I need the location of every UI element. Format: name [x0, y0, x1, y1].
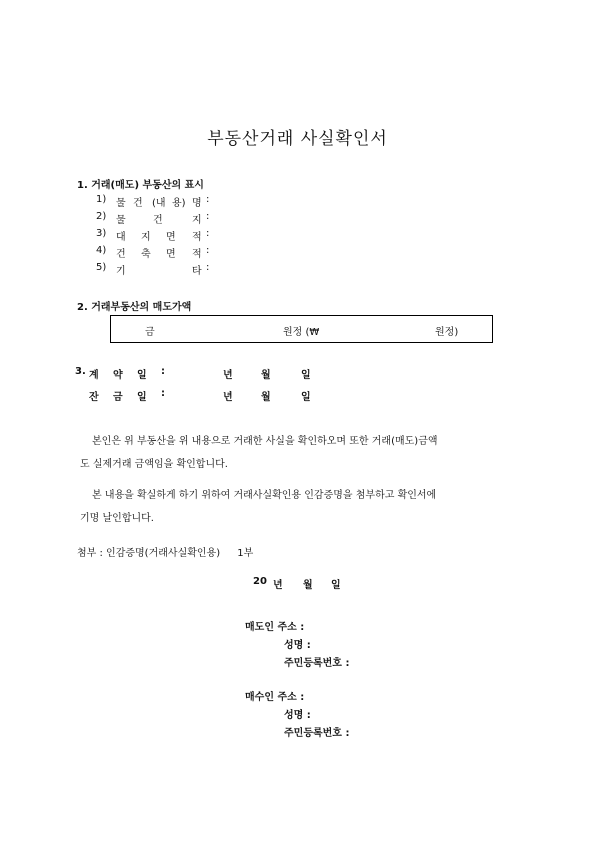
won-label: 원정 (₩	[283, 327, 320, 338]
balance-date-row: 잔 금 일 : 년 월 일	[89, 388, 311, 403]
buyer-name-label: 성명 :	[284, 710, 311, 721]
document-title: 부동산거래 사실확인서	[207, 129, 388, 149]
section1-heading: 1. 거래(매도) 부동산의 표시	[77, 180, 204, 191]
amount-label: 금	[145, 327, 155, 338]
seller-name-label: 성명 :	[284, 640, 311, 651]
confirmation-paragraph-2: 본 내용을 확실하게 하기 위하여 거래사실확인용 인감증명을 첨부하고 확인서에 기명 날인합니다.	[80, 490, 437, 524]
buyer-address-label: 매수인 주소 :	[245, 692, 305, 703]
confirmation-paragraph-1: 본인은 위 부동산을 위 내용으로 거래한 사실을 확인하오며 또한 거래(매도)금액 도 실제거래 금액임을 확인합니다.	[80, 436, 438, 470]
won-close-label: 원정)	[435, 327, 459, 338]
attachment-note: 첨부 : 인감증명(거래사실확인용) 1부	[77, 548, 254, 559]
property-item-2: 2) 물 건 지 :	[96, 211, 210, 226]
contract-date-row: 3. 계 약 일 : 년 월 일	[75, 366, 311, 381]
property-item-4: 4) 건 축 면 적 :	[96, 245, 210, 260]
seller-id-label: 주민등록번호 :	[284, 658, 350, 669]
sale-price-box	[110, 315, 493, 343]
property-item-5: 5) 기 타 :	[96, 262, 210, 277]
seller-address-label: 매도인 주소 :	[245, 622, 305, 633]
signing-date: 20 년 월 일	[253, 576, 341, 591]
section2-heading: 2. 거래부동산의 매도가액	[77, 302, 192, 313]
buyer-id-label: 주민등록번호 :	[284, 728, 350, 739]
property-item-3: 3) 대 지 면 적 :	[96, 228, 210, 243]
property-item-1: 1) 물 건 (내 용) 명 :	[96, 194, 210, 209]
